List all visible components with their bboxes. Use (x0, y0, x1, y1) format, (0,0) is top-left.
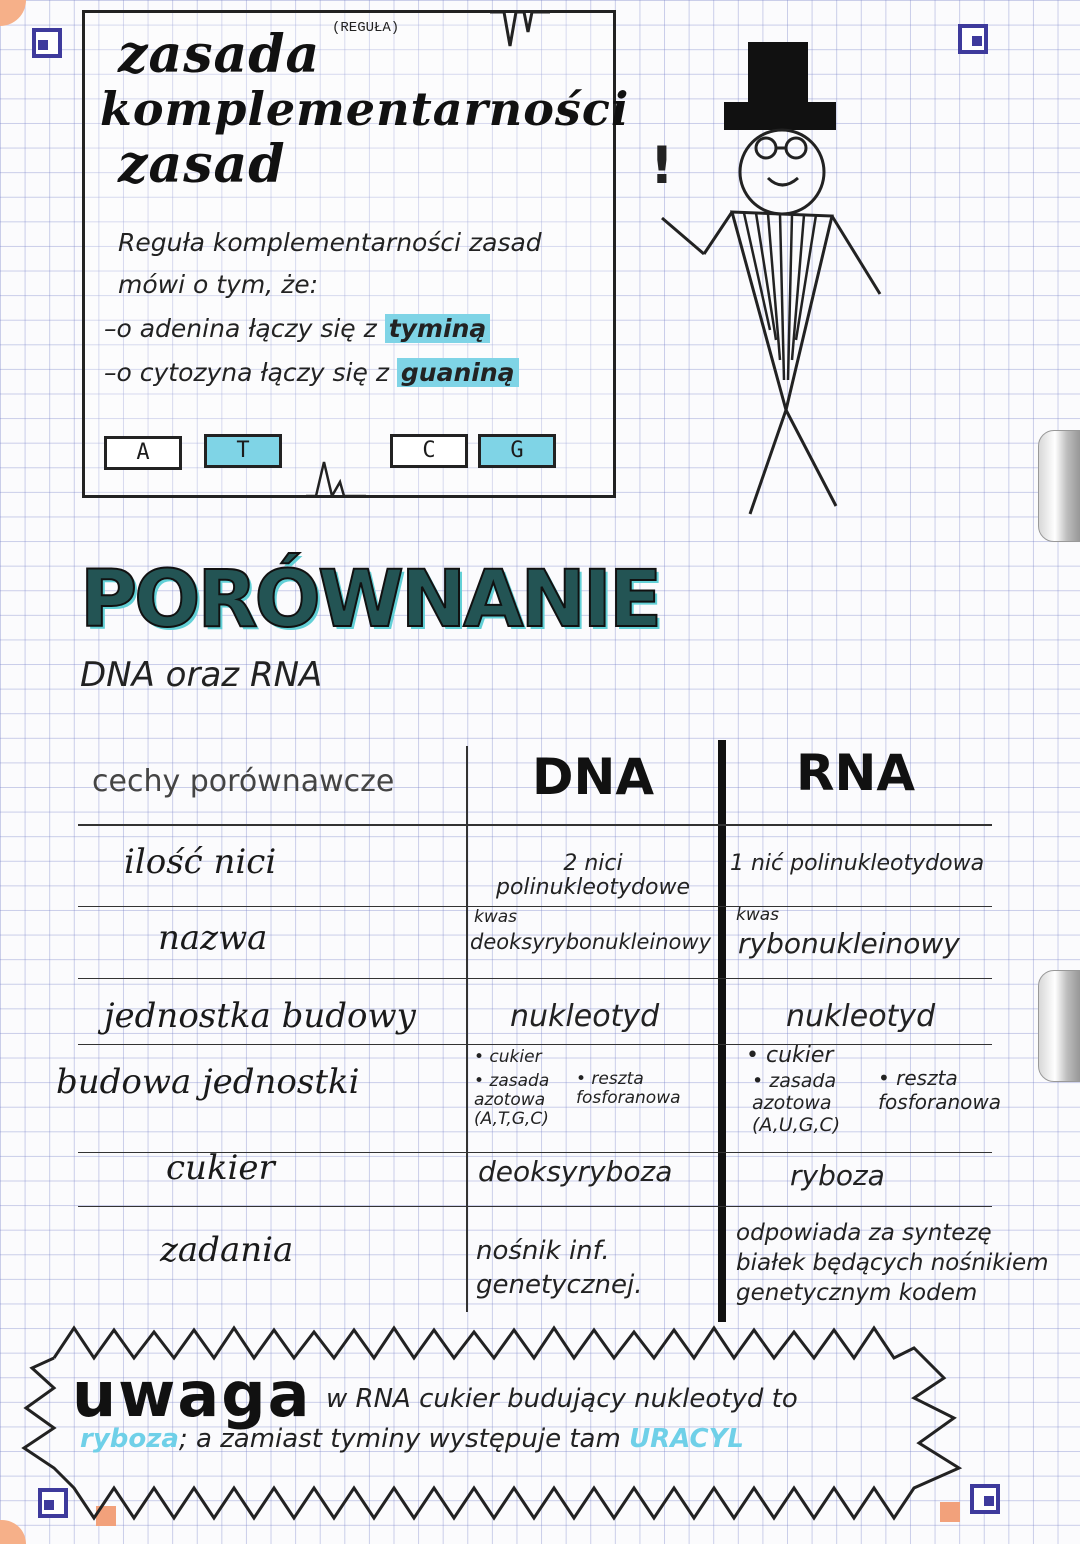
comparison-subtitle: DNA oraz RNA (80, 655, 323, 695)
rule-title-line3: zasad (118, 134, 286, 195)
rule-pair-cytosine (104, 358, 519, 387)
row3-rna: nukleotyd (786, 999, 936, 1034)
row4-rna-sugar: • cukier (746, 1043, 834, 1068)
exclamation-mark: ! (650, 136, 674, 196)
row3-dna: nukleotyd (510, 999, 660, 1034)
header-dna: DNA (532, 748, 655, 806)
rule-alt-title: (REGUŁA) (332, 20, 400, 36)
pair1-text: –o adenina łączy się z (104, 314, 377, 343)
note-line2 (80, 1424, 744, 1454)
table-divider-left (466, 746, 468, 1312)
table-rule-header (78, 824, 992, 826)
base-tag-t: T (204, 434, 282, 468)
table-divider-center (718, 740, 726, 1322)
row1-rna: 1 nić polinukleotydowa (730, 851, 985, 876)
corner-marker-top-left (32, 28, 62, 58)
stick-figure-drawing (640, 40, 890, 520)
rule-pair-adenine (104, 314, 490, 343)
row3-feature: jednostka budowy (104, 996, 416, 1036)
row5-dna: deoksyryboza (478, 1155, 673, 1188)
row2-dna: deoksyrybonukleinowy (470, 930, 711, 954)
rule-intro-line2: mówi o tym, że: (118, 270, 318, 299)
row2-feature: nazwa (158, 918, 268, 958)
row1-feature: ilość nici (124, 842, 277, 882)
base-tag-c: C (390, 434, 468, 468)
base-tag-a: A (104, 436, 182, 470)
note-line2-mid: ; a zamiast tyminy występuje tam (178, 1424, 621, 1454)
row4-rna-phosphate: • reszta fosforanowa (878, 1066, 1001, 1114)
row1-dna: 2 nici polinukleotydowe (496, 851, 690, 900)
note-label: uwaga (72, 1358, 312, 1431)
box-spike-top (490, 6, 550, 46)
row5-rna: ryboza (790, 1159, 885, 1192)
rule-intro-line1: Reguła komplementarności zasad (118, 228, 542, 257)
base-tag-g: G (478, 434, 556, 468)
row6-rna: odpowiada za syntezę białek będących nośnikiem genetycznym kodem (736, 1220, 1049, 1306)
note-uracil: URACYL (629, 1424, 744, 1454)
page-corner-accent (0, 0, 26, 26)
table-rule-3 (78, 1044, 992, 1045)
rule-title-line1: zasada (118, 24, 321, 85)
comparison-title: PORÓWNANIE (80, 555, 660, 645)
row4-dna-sugar: • cukier (474, 1047, 542, 1067)
table-rule-5 (78, 1206, 992, 1207)
table-rule-1 (78, 906, 992, 907)
row2-dna-small: kwas (474, 907, 518, 927)
note-line1: w RNA cukier budujący nukleotyd to (326, 1384, 798, 1414)
row5-feature: cukier (166, 1148, 275, 1188)
pair1-highlight: tyminą (385, 314, 491, 343)
row4-dna-base: • zasada azotowa (A,T,G,C) (474, 1071, 550, 1129)
header-features: cechy porównawcze (92, 764, 395, 799)
row4-dna-phosphate: • reszta fosforanowa (576, 1069, 681, 1108)
rule-title-line2: komplementarności (100, 82, 630, 136)
table-rule-2 (78, 978, 992, 979)
pair2-text: –o cytozyna łączy się z (104, 358, 389, 387)
binder-ring-lower (1038, 970, 1080, 1082)
box-spike-bottom (306, 452, 366, 498)
row6-feature: zadania (160, 1230, 294, 1270)
row4-rna-base: • zasada azotowa (A,U,G,C) (752, 1070, 841, 1136)
row6-dna: nośnik inf. genetycznej. (476, 1236, 643, 1300)
binder-ring-upper (1038, 430, 1080, 542)
header-rna: RNA (796, 744, 916, 802)
corner-marker-top-right (958, 24, 988, 54)
row2-rna: rybonukleinowy (738, 927, 960, 960)
row2-rna-small: kwas (736, 905, 780, 925)
pair2-highlight: guaniną (397, 358, 519, 387)
row4-feature: budowa jednostki (56, 1062, 360, 1102)
note-ribose: ryboza (80, 1424, 179, 1454)
